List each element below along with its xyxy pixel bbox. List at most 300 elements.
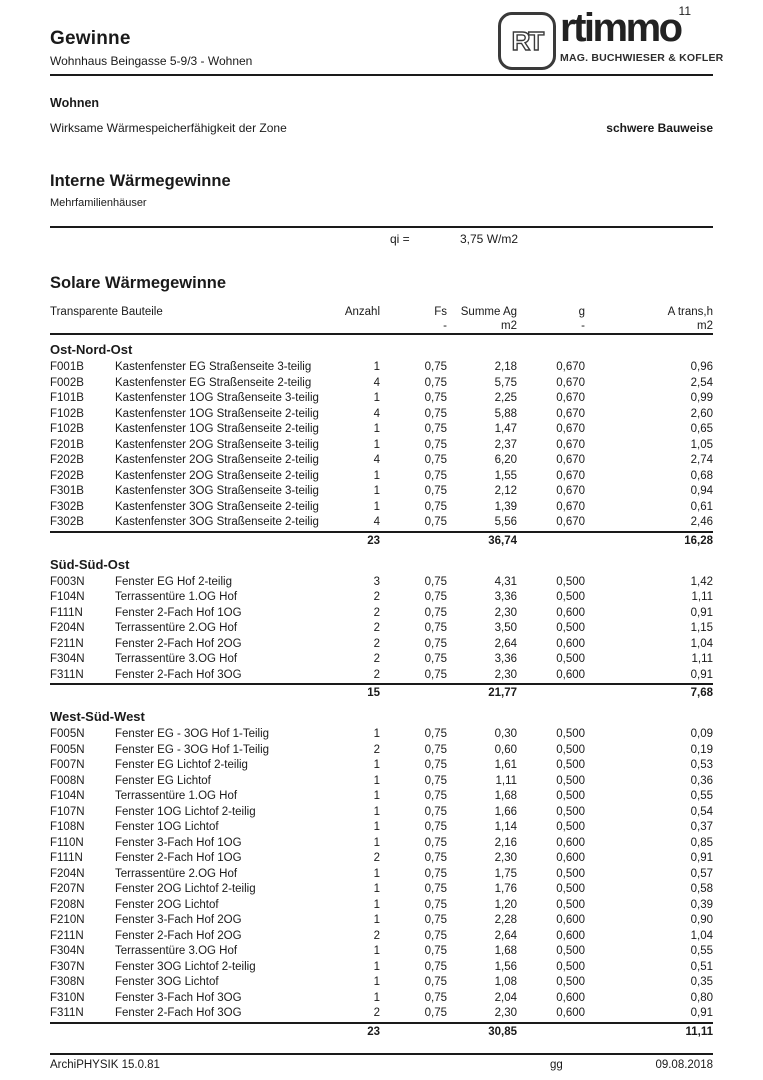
cell-anzahl: 1 bbox=[373, 991, 381, 1004]
cell-name: Fenster 2-Fach Hof 1OG bbox=[115, 606, 242, 619]
cell-fs: 0,75 bbox=[424, 867, 448, 880]
cell-fs: 0,75 bbox=[424, 361, 448, 373]
cell-name: Fenster EG Lichtof bbox=[115, 774, 211, 787]
page-content bbox=[50, 0, 724, 1080]
table-row bbox=[50, 975, 713, 991]
cell-fs: 0,75 bbox=[424, 469, 448, 482]
footer-author: gg bbox=[550, 1059, 563, 1071]
section-title: Ost-Nord-Ost bbox=[50, 342, 133, 357]
cell-code: F204N bbox=[50, 867, 85, 880]
cell-summe-ag: 2,04 bbox=[494, 991, 518, 1004]
cell-a-trans: 0,91 bbox=[690, 606, 714, 619]
col-summe-ag: Summe Ag m2 bbox=[447, 305, 517, 334]
cell-name: Fenster 1OG Lichtof 2-teilig bbox=[115, 805, 256, 818]
cell-fs: 0,75 bbox=[424, 821, 448, 833]
cell-summe-ag: 1,76 bbox=[494, 883, 518, 895]
cell-fs: 0,75 bbox=[424, 668, 448, 681]
cell-name: Fenster 3OG Lichtof 2-teilig bbox=[115, 960, 256, 973]
section-title: West-Süd-West bbox=[50, 709, 145, 724]
cell-name: Terrassentüre 1.OG Hof bbox=[115, 790, 238, 802]
cell-name: Kastenfenster 3OG Straßenseite 2-teilig bbox=[115, 516, 319, 528]
cell-fs: 0,75 bbox=[424, 591, 448, 603]
cell-a-trans: 0,36 bbox=[690, 774, 714, 787]
col-g: g - bbox=[517, 305, 585, 334]
cell-summe-ag: 2,30 bbox=[494, 668, 518, 681]
cell-code: F302B bbox=[50, 516, 84, 528]
cell-fs: 0,75 bbox=[424, 485, 448, 497]
total-anzahl: 23 bbox=[330, 532, 380, 550]
cell-g: 0,500 bbox=[556, 591, 586, 603]
cell-name: Kastenfenster 1OG Straßenseite 2-teilig bbox=[115, 407, 319, 420]
cell-fs: 0,75 bbox=[424, 976, 448, 988]
cell-fs: 0,75 bbox=[424, 392, 448, 404]
cell-a-trans: 0,68 bbox=[690, 469, 714, 482]
cell-summe-ag: 5,75 bbox=[494, 376, 518, 389]
table-row bbox=[50, 484, 713, 500]
cell-name: Terrassentüre 2.OG Hof bbox=[115, 867, 238, 880]
cell-fs: 0,75 bbox=[424, 914, 448, 926]
cell-name: Fenster 2-Fach Hof 2OG bbox=[115, 637, 242, 650]
cell-name: Kastenfenster 1OG Straßenseite 2-teilig bbox=[115, 423, 319, 435]
cell-a-trans: 0,39 bbox=[690, 898, 714, 911]
cell-summe-ag: 2,30 bbox=[494, 1007, 518, 1019]
cell-code: F211N bbox=[50, 637, 84, 650]
cell-g: 0,600 bbox=[556, 914, 586, 926]
cell-a-trans: 0,65 bbox=[690, 423, 714, 435]
section-total-row bbox=[50, 532, 713, 550]
cell-summe-ag: 6,20 bbox=[494, 454, 518, 466]
cell-summe-ag: 1,55 bbox=[494, 469, 518, 482]
cell-summe-ag: 2,30 bbox=[494, 852, 518, 864]
cell-code: F008N bbox=[50, 774, 85, 787]
cell-a-trans: 0,19 bbox=[690, 743, 714, 756]
cell-code: F003N bbox=[50, 575, 85, 588]
cell-summe-ag: 0,30 bbox=[494, 728, 518, 740]
cell-fs: 0,75 bbox=[424, 423, 448, 435]
cell-summe-ag: 1,68 bbox=[494, 945, 518, 957]
cell-code: F001B bbox=[50, 361, 84, 373]
cell-summe-ag: 1,08 bbox=[494, 976, 518, 988]
table-row bbox=[50, 960, 713, 976]
cell-g: 0,500 bbox=[556, 867, 586, 880]
table-row bbox=[50, 621, 713, 637]
cell-anzahl: 2 bbox=[373, 653, 381, 665]
cell-name: Terrassentüre 3.OG Hof bbox=[115, 653, 238, 665]
col-fs: Fs - bbox=[380, 305, 447, 334]
section-header-row bbox=[50, 550, 713, 575]
cell-code: F310N bbox=[50, 991, 85, 1004]
cell-name: Kastenfenster 3OG Straßenseite 3-teilig bbox=[115, 485, 319, 497]
cell-code: F107N bbox=[50, 805, 85, 818]
cell-a-trans: 0,85 bbox=[690, 836, 714, 849]
table-row bbox=[50, 805, 713, 821]
zone-label: Wirksame Wärmespeicherfähigkeit der Zone bbox=[50, 121, 287, 135]
cell-a-trans: 0,54 bbox=[690, 805, 714, 818]
cell-fs: 0,75 bbox=[424, 653, 448, 665]
cell-a-trans: 1,04 bbox=[690, 929, 714, 942]
cell-name: Kastenfenster 2OG Straßenseite 2-teilig bbox=[115, 469, 319, 482]
cell-g: 0,670 bbox=[556, 392, 586, 404]
cell-a-trans: 0,91 bbox=[690, 668, 714, 681]
cell-fs: 0,75 bbox=[424, 516, 448, 528]
cell-g: 0,500 bbox=[556, 790, 586, 802]
cell-name: Fenster 2-Fach Hof 3OG bbox=[115, 668, 242, 681]
cell-name: Kastenfenster 2OG Straßenseite 2-teilig bbox=[115, 454, 319, 466]
section-header-row bbox=[50, 702, 713, 727]
total-spacer bbox=[50, 532, 330, 550]
cell-code: F311N bbox=[50, 668, 84, 681]
table-row bbox=[50, 606, 713, 622]
cell-fs: 0,75 bbox=[424, 438, 448, 451]
solar-gains-table bbox=[50, 305, 713, 1041]
table-row bbox=[50, 1006, 713, 1023]
table-row bbox=[50, 652, 713, 668]
cell-anzahl: 1 bbox=[373, 485, 381, 497]
qi-divider bbox=[50, 226, 713, 228]
cell-summe-ag: 1,56 bbox=[494, 960, 518, 973]
cell-anzahl: 2 bbox=[373, 591, 381, 603]
table-row bbox=[50, 360, 713, 376]
cell-summe-ag: 1,20 bbox=[494, 898, 518, 911]
cell-summe-ag: 5,56 bbox=[494, 516, 518, 528]
cell-fs: 0,75 bbox=[424, 606, 448, 619]
cell-anzahl: 1 bbox=[373, 914, 381, 926]
cell-fs: 0,75 bbox=[424, 376, 448, 389]
col-bauteile: Transparente Bauteile bbox=[50, 305, 330, 334]
table-row bbox=[50, 422, 713, 438]
cell-code: F210N bbox=[50, 914, 85, 926]
cell-a-trans: 0,90 bbox=[690, 914, 714, 926]
table-row bbox=[50, 500, 713, 516]
table-row bbox=[50, 575, 713, 591]
logo-tagline: MAG. BUCHWIESER & KOFLER bbox=[560, 52, 724, 64]
cell-summe-ag: 2,64 bbox=[494, 929, 518, 942]
cell-anzahl: 2 bbox=[373, 1007, 381, 1019]
cell-code: F202B bbox=[50, 454, 84, 466]
cell-g: 0,670 bbox=[556, 454, 586, 466]
cell-g: 0,500 bbox=[556, 960, 586, 973]
total-spacer bbox=[50, 1023, 330, 1041]
cell-fs: 0,75 bbox=[424, 790, 448, 802]
cell-summe-ag: 3,50 bbox=[494, 622, 518, 634]
cell-anzahl: 2 bbox=[373, 622, 381, 634]
cell-a-trans: 2,60 bbox=[690, 407, 714, 420]
table-row bbox=[50, 391, 713, 407]
cell-a-trans: 0,57 bbox=[690, 867, 714, 880]
total-fs bbox=[380, 1023, 447, 1041]
cell-code: F204N bbox=[50, 622, 85, 634]
cell-anzahl: 1 bbox=[373, 469, 381, 482]
table-row bbox=[50, 867, 713, 883]
cell-anzahl: 2 bbox=[373, 637, 381, 650]
table-row bbox=[50, 851, 713, 867]
table-row bbox=[50, 453, 713, 469]
cell-anzahl: 2 bbox=[373, 743, 381, 756]
cell-a-trans: 1,11 bbox=[691, 591, 714, 603]
cell-a-trans: 1,15 bbox=[690, 622, 714, 634]
cell-name: Terrassentüre 2.OG Hof bbox=[115, 622, 238, 634]
table-row bbox=[50, 991, 713, 1007]
cell-code: F307N bbox=[50, 960, 85, 973]
cell-anzahl: 1 bbox=[373, 774, 381, 787]
table-row bbox=[50, 820, 713, 836]
cell-a-trans: 0,96 bbox=[690, 361, 714, 373]
cell-g: 0,670 bbox=[556, 361, 586, 373]
cell-name: Fenster 2OG Lichtof 2-teilig bbox=[115, 883, 256, 895]
cell-summe-ag: 1,61 bbox=[494, 759, 518, 771]
cell-name: Fenster 2-Fach Hof 3OG bbox=[115, 1007, 242, 1019]
col-a-trans: A trans,h m2 bbox=[585, 305, 713, 334]
cell-fs: 0,75 bbox=[424, 1007, 448, 1019]
cell-anzahl: 2 bbox=[373, 606, 381, 619]
cell-g: 0,500 bbox=[556, 622, 586, 634]
zone-name: Wohnen bbox=[50, 96, 100, 110]
table-row bbox=[50, 637, 713, 653]
cell-name: Fenster 3OG Lichtof bbox=[115, 976, 219, 988]
total-g bbox=[517, 684, 585, 702]
cell-fs: 0,75 bbox=[424, 929, 448, 942]
total-g bbox=[517, 1023, 585, 1041]
header-divider bbox=[50, 74, 713, 76]
cell-summe-ag: 2,12 bbox=[494, 485, 518, 497]
qi-value: 3,75 W/m2 bbox=[460, 232, 519, 246]
cell-code: F005N bbox=[50, 743, 85, 756]
total-spacer bbox=[50, 684, 330, 702]
cell-anzahl: 1 bbox=[373, 976, 381, 988]
total-fs bbox=[380, 684, 447, 702]
cell-code: F102B bbox=[50, 423, 84, 435]
table-row bbox=[50, 376, 713, 392]
cell-summe-ag: 1,14 bbox=[494, 821, 518, 833]
cell-g: 0,600 bbox=[556, 836, 586, 849]
cell-fs: 0,75 bbox=[424, 575, 448, 588]
cell-name: Fenster EG - 3OG Hof 1-Teilig bbox=[115, 728, 270, 740]
cell-code: F211N bbox=[50, 929, 84, 942]
total-a-trans: 16,28 bbox=[585, 532, 713, 550]
cell-anzahl: 1 bbox=[373, 790, 381, 802]
cell-name: Kastenfenster 2OG Straßenseite 3-teilig bbox=[115, 438, 319, 451]
cell-summe-ag: 1,11 bbox=[495, 774, 518, 787]
cell-a-trans: 0,99 bbox=[690, 392, 714, 404]
cell-code: F301B bbox=[50, 485, 84, 497]
cell-g: 0,670 bbox=[556, 500, 586, 513]
cell-g: 0,600 bbox=[556, 1007, 586, 1019]
cell-code: F207N bbox=[50, 883, 85, 895]
cell-a-trans: 0,91 bbox=[690, 1007, 714, 1019]
section-total-row bbox=[50, 684, 713, 702]
table-row bbox=[50, 743, 713, 759]
qi-label: qi = bbox=[390, 232, 410, 246]
solar-gains-heading: Solare Wärmegewinne bbox=[50, 274, 227, 292]
cell-a-trans: 0,51 bbox=[690, 960, 714, 973]
internal-gains-heading: Interne Wärmegewinne bbox=[50, 172, 231, 190]
cell-g: 0,600 bbox=[556, 637, 586, 650]
cell-fs: 0,75 bbox=[424, 622, 448, 634]
total-summe-ag: 21,77 bbox=[447, 684, 517, 702]
table-row bbox=[50, 774, 713, 790]
cell-anzahl: 4 bbox=[373, 407, 381, 420]
cell-g: 0,670 bbox=[556, 516, 586, 528]
cell-a-trans: 0,09 bbox=[690, 728, 714, 740]
total-a-trans: 7,68 bbox=[585, 684, 713, 702]
cell-fs: 0,75 bbox=[424, 500, 448, 513]
company-logo bbox=[498, 4, 724, 74]
cell-summe-ag: 2,30 bbox=[494, 606, 518, 619]
rt-monogram-icon: RT bbox=[511, 25, 543, 56]
section-title: Süd-Süd-Ost bbox=[50, 556, 130, 572]
cell-g: 0,600 bbox=[556, 606, 586, 619]
cell-code: F005N bbox=[50, 728, 85, 740]
cell-name: Fenster 3-Fach Hof 2OG bbox=[115, 914, 242, 926]
cell-fs: 0,75 bbox=[424, 898, 448, 911]
cell-name: Kastenfenster EG Straßenseite 3-teilig bbox=[115, 361, 312, 373]
total-fs bbox=[380, 532, 447, 550]
cell-g: 0,500 bbox=[556, 728, 586, 740]
cell-name: Fenster 2OG Lichtof bbox=[115, 898, 219, 911]
cell-summe-ag: 1,75 bbox=[494, 867, 518, 880]
cell-name: Fenster EG - 3OG Hof 1-Teilig bbox=[115, 743, 270, 756]
cell-anzahl: 1 bbox=[373, 960, 381, 973]
cell-a-trans: 0,55 bbox=[690, 945, 714, 957]
cell-g: 0,670 bbox=[556, 423, 586, 435]
cell-code: F007N bbox=[50, 759, 85, 771]
cell-a-trans: 0,37 bbox=[690, 821, 714, 833]
cell-anzahl: 1 bbox=[373, 438, 381, 451]
table-row bbox=[50, 929, 713, 945]
cell-summe-ag: 2,18 bbox=[494, 361, 518, 373]
cell-g: 0,500 bbox=[556, 945, 586, 957]
logo-monogram-box bbox=[498, 12, 556, 70]
cell-g: 0,500 bbox=[556, 898, 586, 911]
cell-code: F311N bbox=[50, 1007, 84, 1019]
page-title: Gewinne bbox=[50, 28, 131, 49]
cell-name: Kastenfenster 3OG Straßenseite 2-teilig bbox=[115, 500, 319, 513]
cell-fs: 0,75 bbox=[424, 945, 448, 957]
cell-code: F104N bbox=[50, 790, 85, 802]
cell-anzahl: 2 bbox=[373, 668, 381, 681]
cell-summe-ag: 3,36 bbox=[494, 653, 518, 665]
cell-code: F110N bbox=[50, 836, 84, 849]
cell-g: 0,500 bbox=[556, 805, 586, 818]
cell-anzahl: 1 bbox=[373, 867, 381, 880]
cell-name: Kastenfenster EG Straßenseite 2-teilig bbox=[115, 376, 312, 389]
cell-fs: 0,75 bbox=[424, 454, 448, 466]
table-row bbox=[50, 438, 713, 454]
total-anzahl: 23 bbox=[330, 1023, 380, 1041]
cell-g: 0,670 bbox=[556, 407, 586, 420]
cell-fs: 0,75 bbox=[424, 883, 448, 895]
cell-summe-ag: 5,88 bbox=[494, 407, 518, 420]
cell-fs: 0,75 bbox=[424, 960, 448, 973]
cell-anzahl: 1 bbox=[373, 945, 381, 957]
section-header-row bbox=[50, 334, 713, 360]
cell-summe-ag: 2,37 bbox=[494, 438, 518, 451]
cell-anzahl: 1 bbox=[373, 728, 381, 740]
cell-fs: 0,75 bbox=[424, 852, 448, 864]
table-row bbox=[50, 727, 713, 743]
total-summe-ag: 36,74 bbox=[447, 532, 517, 550]
cell-a-trans: 1,05 bbox=[690, 438, 714, 451]
cell-code: F108N bbox=[50, 821, 85, 833]
cell-fs: 0,75 bbox=[424, 774, 448, 787]
table-row bbox=[50, 913, 713, 929]
cell-fs: 0,75 bbox=[424, 805, 448, 818]
cell-a-trans: 0,55 bbox=[690, 790, 714, 802]
cell-name: Kastenfenster 1OG Straßenseite 3-teilig bbox=[115, 392, 319, 404]
page-subtitle: Wohnhaus Beingasse 5-9/3 - Wohnen bbox=[50, 54, 253, 68]
cell-a-trans: 0,80 bbox=[690, 991, 714, 1004]
cell-fs: 0,75 bbox=[424, 759, 448, 771]
cell-code: F308N bbox=[50, 976, 85, 988]
cell-a-trans: 2,54 bbox=[690, 376, 714, 389]
cell-g: 0,500 bbox=[556, 759, 586, 771]
cell-g: 0,600 bbox=[556, 668, 586, 681]
cell-g: 0,500 bbox=[556, 774, 586, 787]
cell-fs: 0,75 bbox=[424, 836, 448, 849]
cell-code: F101B bbox=[50, 392, 84, 404]
cell-summe-ag: 1,39 bbox=[494, 500, 518, 513]
cell-code: F304N bbox=[50, 945, 85, 957]
cell-name: Fenster 3-Fach Hof 1OG bbox=[115, 836, 242, 849]
cell-g: 0,500 bbox=[556, 821, 586, 833]
section-total-row bbox=[50, 1023, 713, 1041]
cell-g: 0,500 bbox=[556, 883, 586, 895]
cell-summe-ag: 2,25 bbox=[494, 392, 518, 404]
cell-anzahl: 1 bbox=[373, 423, 381, 435]
cell-anzahl: 4 bbox=[373, 376, 381, 389]
cell-anzahl: 1 bbox=[373, 836, 381, 849]
cell-a-trans: 0,58 bbox=[690, 883, 714, 895]
cell-summe-ag: 0,60 bbox=[494, 743, 518, 756]
cell-g: 0,600 bbox=[556, 991, 586, 1004]
total-a-trans: 11,11 bbox=[585, 1023, 713, 1041]
cell-anzahl: 1 bbox=[373, 392, 381, 404]
cell-name: Fenster 2-Fach Hof 2OG bbox=[115, 929, 242, 942]
cell-code: F111N bbox=[50, 606, 83, 619]
cell-g: 0,670 bbox=[556, 469, 586, 482]
cell-g: 0,670 bbox=[556, 485, 586, 497]
logo-brand-name: rtimmo bbox=[560, 6, 681, 50]
total-anzahl: 15 bbox=[330, 684, 380, 702]
table-row bbox=[50, 898, 713, 914]
cell-g: 0,600 bbox=[556, 852, 586, 864]
cell-name: Fenster EG Lichtof 2-teilig bbox=[115, 759, 248, 771]
cell-summe-ag: 2,28 bbox=[494, 914, 518, 926]
cell-a-trans: 1,11 bbox=[691, 653, 714, 665]
cell-a-trans: 0,91 bbox=[690, 852, 714, 864]
cell-g: 0,600 bbox=[556, 929, 586, 942]
table-row bbox=[50, 469, 713, 485]
cell-code: F208N bbox=[50, 898, 85, 911]
cell-g: 0,670 bbox=[556, 376, 586, 389]
cell-g: 0,670 bbox=[556, 438, 586, 451]
cell-a-trans: 1,04 bbox=[690, 637, 714, 650]
table-row bbox=[50, 836, 713, 852]
cell-anzahl: 2 bbox=[373, 929, 381, 942]
cell-a-trans: 0,53 bbox=[690, 759, 714, 771]
table-row bbox=[50, 758, 713, 774]
cell-code: F111N bbox=[50, 852, 83, 864]
cell-name: Fenster 1OG Lichtof bbox=[115, 821, 219, 833]
cell-code: F202B bbox=[50, 469, 84, 482]
cell-a-trans: 2,74 bbox=[690, 454, 714, 466]
total-g bbox=[517, 532, 585, 550]
cell-name: Terrassentüre 1.OG Hof bbox=[115, 591, 238, 603]
cell-code: F304N bbox=[50, 653, 85, 665]
table-row bbox=[50, 590, 713, 606]
cell-summe-ag: 4,31 bbox=[494, 575, 518, 588]
cell-a-trans: 0,35 bbox=[690, 976, 714, 988]
